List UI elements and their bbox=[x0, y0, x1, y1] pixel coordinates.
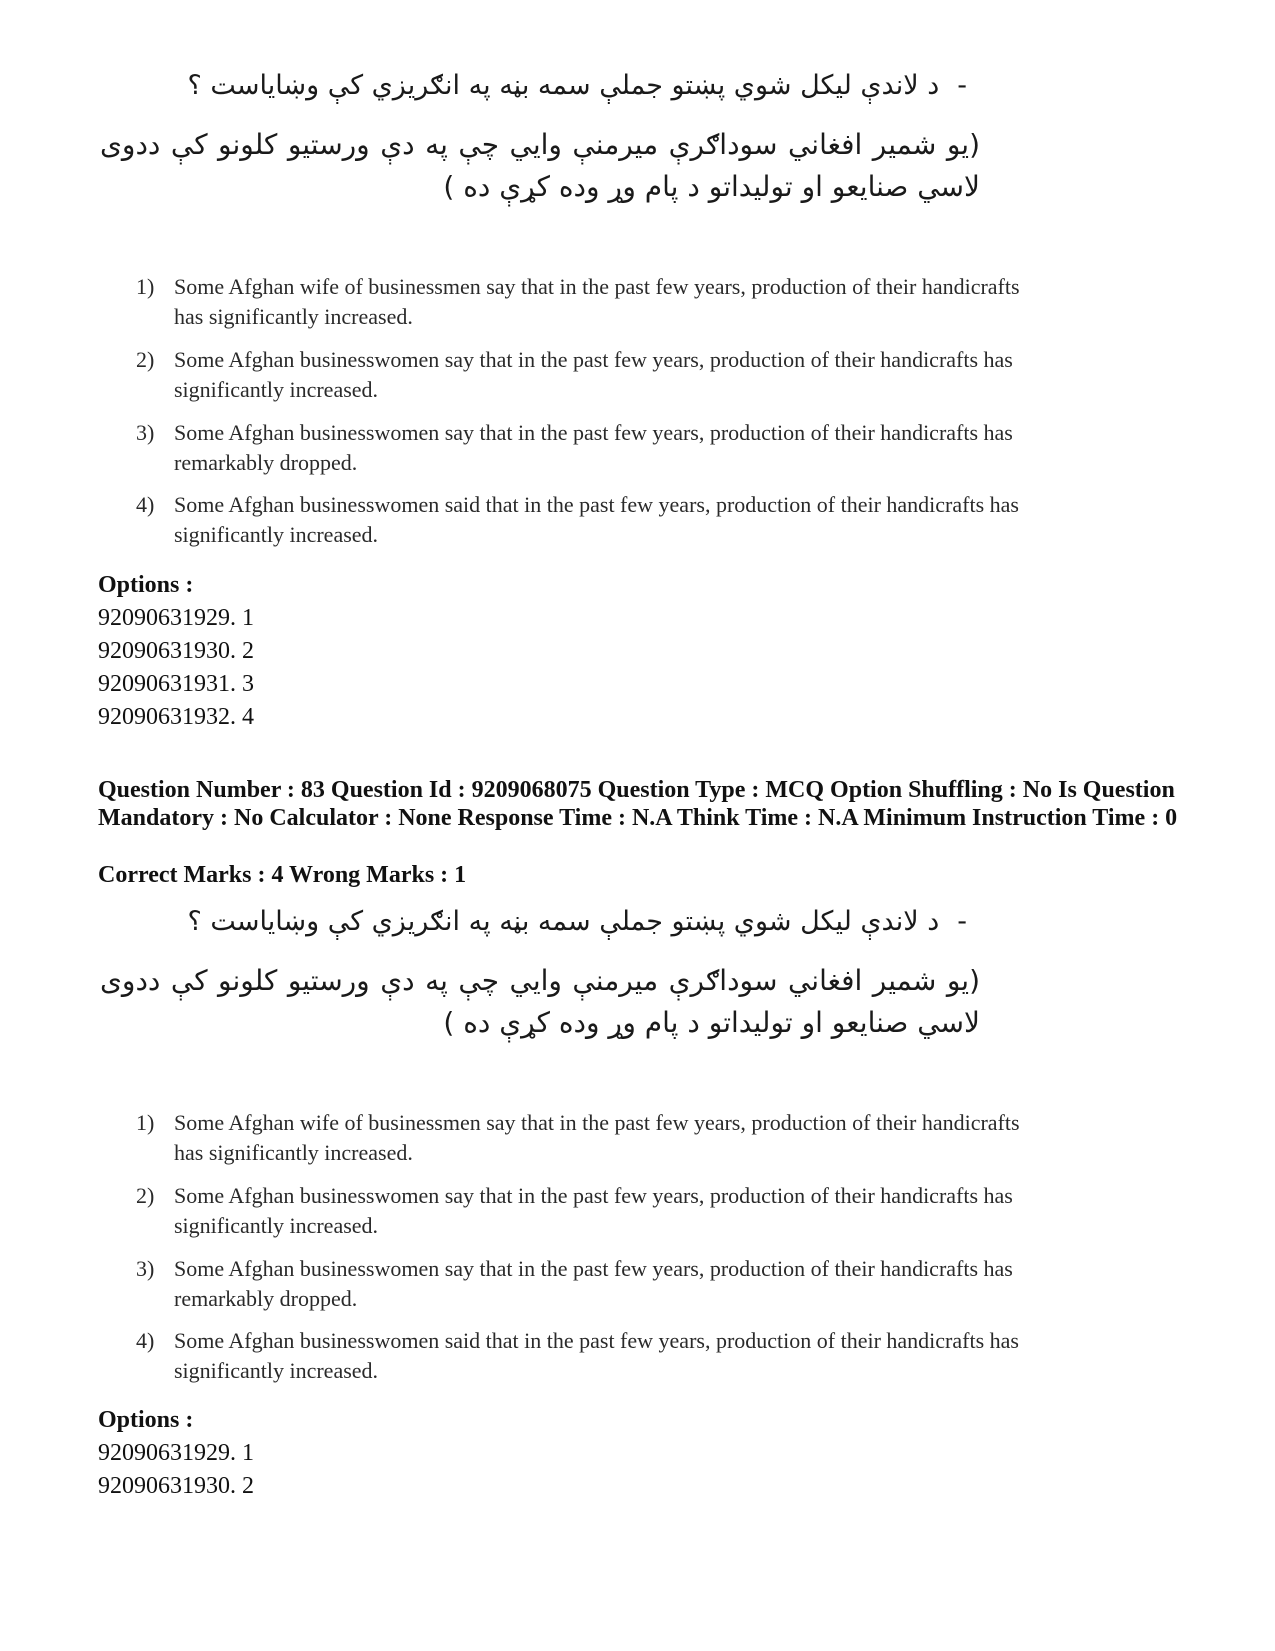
options-heading: Options : bbox=[98, 572, 194, 598]
pashto-dash: - bbox=[957, 70, 967, 101]
choice-text: Some Afghan businesswomen say that in the past few years, production of their handicrafts has remarkably dropped. bbox=[174, 420, 1013, 475]
option-id-line: 92090631932. 4 bbox=[98, 704, 254, 730]
choice-text: Some Afghan businesswomen say that in the past few years, production of their handicrafts has remarkably dropped. bbox=[174, 1256, 1013, 1311]
pashto-sentence: (یو شمیر افغاني سوداګرې میرمنې وایي چې په دې ورستیو کلونو کې ددوی لاسي صنایعو او تولیداتو د پام وړ وده کړې ده ) bbox=[100, 128, 980, 203]
pashto-heading-text: د لاندې لیکل شوي پښتو جملې سمه بڼه په انګریزي کې وښایاست ؟ bbox=[187, 906, 940, 937]
marks-info: Correct Marks : 4 Wrong Marks : 1 bbox=[98, 862, 467, 888]
pashto-sentence: (یو شمیر افغاني سوداګرې میرمنې وایي چې په دې ورستیو کلونو کې ددوی لاسي صنایعو او تولیداتو د پام وړ وده کړې ده ) bbox=[100, 964, 980, 1039]
option-id-line: 92090631929. 1 bbox=[98, 1440, 254, 1466]
answer-choice-4 bbox=[136, 1326, 1036, 1386]
pashto-question-heading bbox=[187, 70, 967, 101]
answer-choice-3 bbox=[136, 418, 1036, 478]
answer-choice-4 bbox=[136, 490, 1036, 550]
choice-number: 1) bbox=[136, 274, 155, 299]
option-id-line: 92090631930. 2 bbox=[98, 1473, 254, 1499]
choice-number: 2) bbox=[136, 1183, 155, 1208]
answer-choice-1 bbox=[136, 1108, 1036, 1168]
options-heading: Options : bbox=[98, 1407, 194, 1433]
choice-text: Some Afghan businesswomen say that in the past few years, production of their handicrafts has significantly increased. bbox=[174, 1183, 1013, 1238]
option-id-line: 92090631931. 3 bbox=[98, 671, 254, 697]
choice-number: 4) bbox=[136, 1328, 155, 1353]
answer-choice-2 bbox=[136, 345, 1036, 405]
choice-number: 4) bbox=[136, 492, 155, 517]
choice-text: Some Afghan wife of businessmen say that in the past few years, production of their handicrafts has significantly increased. bbox=[174, 274, 1020, 329]
pashto-heading-text: د لاندې لیکل شوي پښتو جملې سمه بڼه په انګریزي کې وښایاست ؟ bbox=[187, 70, 940, 101]
pashto-question-heading bbox=[187, 906, 967, 937]
choice-text: Some Afghan businesswomen said that in the past few years, production of their handicrafts has significantly increased. bbox=[174, 1328, 1019, 1383]
choice-text: Some Afghan businesswomen said that in the past few years, production of their handicrafts has significantly increased. bbox=[174, 492, 1019, 547]
choice-number: 3) bbox=[136, 1256, 155, 1281]
choice-text: Some Afghan businesswomen say that in the past few years, production of their handicrafts has significantly increased. bbox=[174, 347, 1013, 402]
question-meta: Question Number : 83 Question Id : 9209068075 Question Type : MCQ Option Shuffling : No Is Question Mandatory : No Calculator : None Response Time : N.A Think Time : N.A Minimum Instruction Time : 0 bbox=[98, 777, 1178, 831]
answer-choice-3 bbox=[136, 1254, 1036, 1314]
choice-text: Some Afghan wife of businessmen say that in the past few years, production of their handicrafts has significantly increased. bbox=[174, 1110, 1020, 1165]
choice-number: 3) bbox=[136, 420, 155, 445]
answer-choice-2 bbox=[136, 1181, 1036, 1241]
option-id-line: 92090631930. 2 bbox=[98, 638, 254, 664]
pashto-dash: - bbox=[957, 906, 967, 937]
answer-choice-1 bbox=[136, 272, 1036, 332]
choice-number: 1) bbox=[136, 1110, 155, 1135]
option-id-line: 92090631929. 1 bbox=[98, 605, 254, 631]
choice-number: 2) bbox=[136, 347, 155, 372]
